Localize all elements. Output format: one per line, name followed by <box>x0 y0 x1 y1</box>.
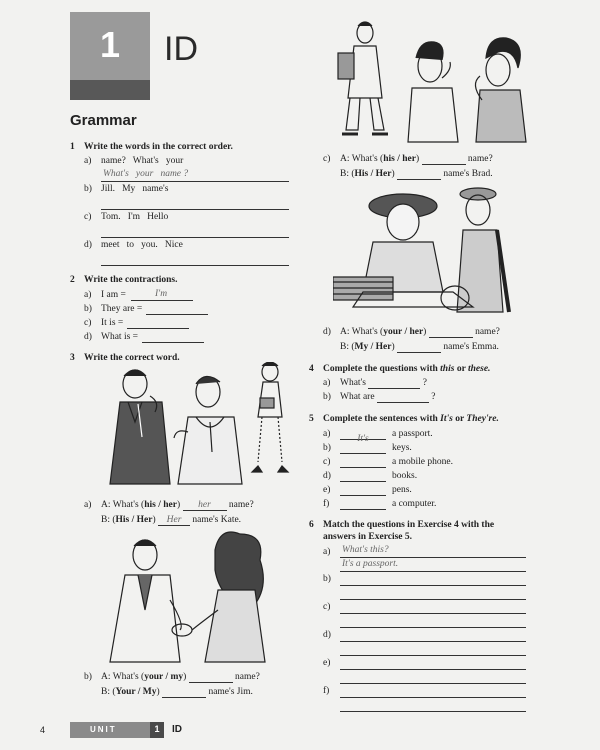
ex5-answer-f[interactable] <box>340 498 386 510</box>
ex5-letter-f: f) <box>323 499 330 509</box>
ex3b-line-A: A: What's (your / my) name? <box>101 672 260 682</box>
unit-title: ID <box>164 30 198 68</box>
ex1-answer-line-c[interactable] <box>101 226 289 238</box>
ex3-number: 3 <box>70 353 75 363</box>
ex5-text-a: a passport. <box>392 429 433 439</box>
ex3c-answer-B[interactable] <box>397 169 441 180</box>
ex3c-answer-A[interactable] <box>422 154 466 165</box>
ex5-letter-b: b) <box>323 443 331 453</box>
ex4-title: Complete the questions with this or these. <box>323 364 491 374</box>
ex3a-answer-A[interactable]: her <box>183 500 227 511</box>
ex6-line-c2[interactable] <box>340 616 526 628</box>
ex2-letter-b: b) <box>84 304 92 314</box>
ex1-words-d: meet to you. Nice <box>101 240 183 250</box>
ex5-answer-d[interactable] <box>340 470 386 482</box>
ex2-answer-line-d[interactable] <box>142 331 204 343</box>
ex6-answer-a-response: It's a passport. <box>342 559 399 569</box>
man-and-two-women-illustration <box>330 18 530 143</box>
ex1-words-b: Jill. My name's <box>101 184 169 194</box>
ex4-number: 4 <box>309 364 314 374</box>
ex3a-answer-B[interactable]: Her <box>158 515 190 526</box>
ex3c-letter: c) <box>323 154 331 164</box>
ex3c-line-A: A: What's (his / her) name? <box>340 154 493 164</box>
ex4-letter-a: a) <box>323 378 331 388</box>
ex3a-line-A: A: What's (his / her) her name? <box>101 500 254 510</box>
footer-unit-label: UNIT <box>90 725 117 734</box>
ex5-answer-e[interactable] <box>340 484 386 496</box>
unit-number: 1 <box>99 24 121 65</box>
ex2-text-c: It is = <box>101 318 124 328</box>
ex1-letter-d: d) <box>84 240 92 250</box>
ex3d-letter: d) <box>323 327 331 337</box>
unit-bar <box>70 80 150 100</box>
ex4-answer-b[interactable] <box>377 392 429 403</box>
ex2-answer-line-c[interactable] <box>127 317 189 329</box>
ex6-line-c1[interactable] <box>340 602 526 614</box>
two-women-hats-illustration <box>333 182 523 322</box>
ex6-line-f2[interactable] <box>340 700 526 712</box>
ex2-text-a: I am = <box>101 290 126 300</box>
ex6-title-line2: answers in Exercise 5. <box>323 532 413 542</box>
footer-unit-number: 1 <box>154 724 160 734</box>
ex4-line-a: What's ? <box>340 378 427 388</box>
ex6-number: 6 <box>309 520 314 530</box>
ex3d-line-B: B: (My / Her) name's Emma. <box>340 342 499 352</box>
ex5-letter-a: a) <box>323 429 331 439</box>
ex2-letter-d: d) <box>84 332 92 342</box>
ex6-letter-c: c) <box>323 602 331 612</box>
ex4-letter-b: b) <box>323 392 331 402</box>
ex3a-letter: a) <box>84 500 92 510</box>
ex1-number: 1 <box>70 142 75 152</box>
ex1-letter-a: a) <box>84 156 92 166</box>
ex4-line-b: What are ? <box>340 392 436 402</box>
ex2-answer-a: I'm <box>155 289 168 299</box>
ex5-text-e: pens. <box>392 485 412 495</box>
ex3d-line-A: A: What's (your / her) name? <box>340 327 500 337</box>
ex5-title: Complete the sentences with It's or They're. <box>323 414 499 424</box>
ex6-letter-b: b) <box>323 574 331 584</box>
ex3b-letter: b) <box>84 672 92 682</box>
handshake-illustration <box>100 530 280 665</box>
ex3b-line-B: B: (Your / My) name's Jim. <box>101 687 253 697</box>
ex3d-answer-A[interactable] <box>429 327 473 338</box>
ex3c-line-B: B: (His / Her) name's Brad. <box>340 169 493 179</box>
ex6-letter-f: f) <box>323 686 330 696</box>
ex6-title-line1: Match the questions in Exercise 4 with the <box>323 520 495 530</box>
ex6-letter-e: e) <box>323 658 331 668</box>
ex2-letter-a: a) <box>84 290 92 300</box>
ex1-words-c: Tom. I'm Hello <box>101 212 169 222</box>
ex5-text-f: a computer. <box>392 499 437 509</box>
ex1-letter-b: b) <box>84 184 92 194</box>
ex3b-answer-B[interactable] <box>162 687 206 698</box>
section-title: Grammar <box>70 112 137 129</box>
ex5-text-b: keys. <box>392 443 412 453</box>
ex5-letter-c: c) <box>323 457 331 467</box>
ex1-answer-line-d[interactable] <box>101 254 289 266</box>
ex6-letter-a: a) <box>323 547 331 557</box>
ex2-letter-c: c) <box>84 318 92 328</box>
ex5-letter-d: d) <box>323 471 331 481</box>
ex2-text-d: What is = <box>101 332 139 342</box>
ex2-title: Write the contractions. <box>84 275 178 285</box>
ex2-answer-line-b[interactable] <box>146 303 208 315</box>
ex6-line-d2[interactable] <box>340 644 526 656</box>
footer-title: ID <box>172 724 182 735</box>
ex3-title: Write the correct word. <box>84 353 180 363</box>
ex6-line-e2[interactable] <box>340 672 526 684</box>
ex5-letter-e: e) <box>323 485 331 495</box>
ex1-answer-line-b[interactable] <box>101 198 289 210</box>
ex6-answer-a-question: What's this? <box>342 545 389 555</box>
ex4-answer-a[interactable] <box>368 378 420 389</box>
ex2-number: 2 <box>70 275 75 285</box>
page-number: 4 <box>40 725 46 735</box>
ex6-letter-d: d) <box>323 630 331 640</box>
ex5-text-c: a mobile phone. <box>392 457 453 467</box>
ex5-text-d: books. <box>392 471 418 481</box>
ex6-line-d1[interactable] <box>340 630 526 642</box>
ex3b-answer-A[interactable] <box>189 672 233 683</box>
ex1-letter-c: c) <box>84 212 92 222</box>
ex5-answer-c[interactable] <box>340 456 386 468</box>
ex1-words-a: name? What's your <box>101 156 184 166</box>
ex6-line-b1[interactable] <box>340 574 526 586</box>
ex6-line-e1[interactable] <box>340 658 526 670</box>
ex6-line-f1[interactable] <box>340 686 526 698</box>
ex5-answer-a[interactable]: It's <box>340 428 386 440</box>
ex6-line-b2[interactable] <box>340 588 526 600</box>
two-men-illustration <box>100 362 295 492</box>
ex5-answer-b[interactable] <box>340 442 386 454</box>
ex2-text-b: They are = <box>101 304 143 314</box>
ex1-title: Write the words in the correct order. <box>84 142 233 152</box>
ex3a-line-B: B: (His / Her) Her name's Kate. <box>101 515 242 525</box>
ex5-number: 5 <box>309 414 314 424</box>
ex1-answer-a: What's your name ? <box>103 169 189 179</box>
ex3d-answer-B[interactable] <box>397 342 441 353</box>
